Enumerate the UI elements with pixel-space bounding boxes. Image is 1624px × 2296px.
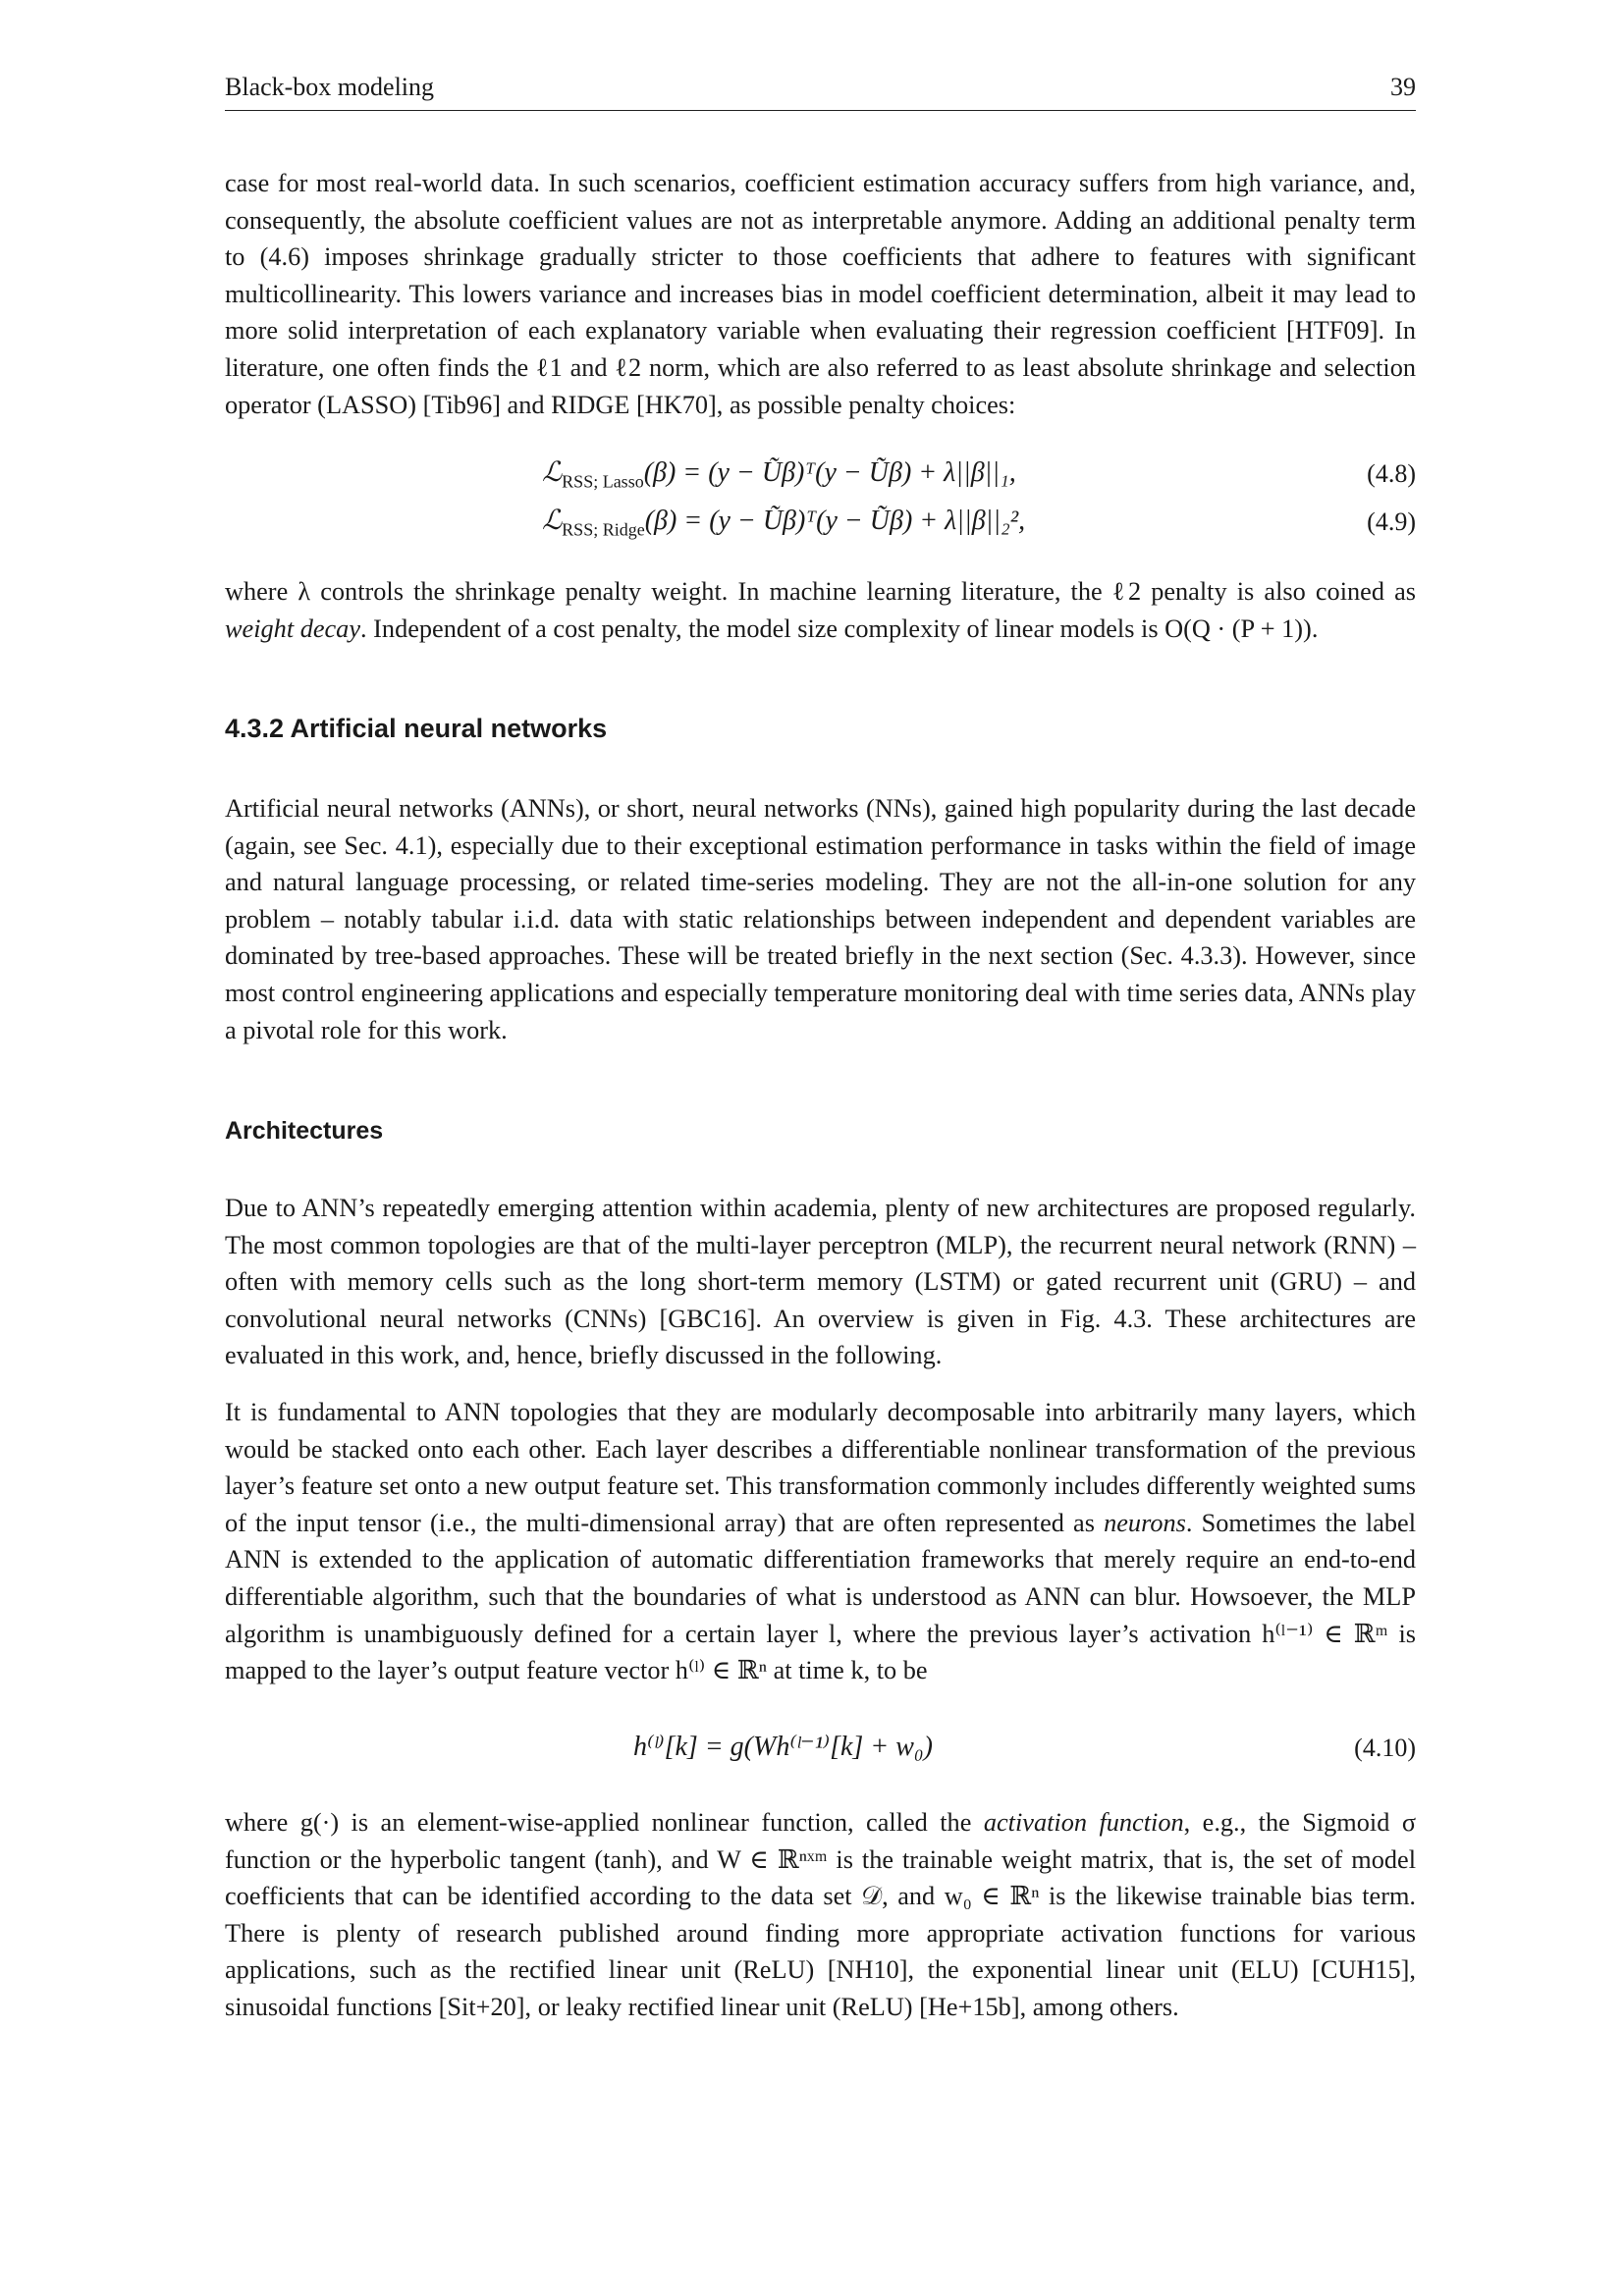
- equation-number-4-10: (4.10): [1354, 1734, 1416, 1762]
- equation-number-4-9: (4.9): [1367, 507, 1416, 536]
- subsection-heading: Architectures: [225, 1117, 384, 1145]
- topology-paragraph: It is fundamental to ANN topologies that they are modularly decomposable into arbitrarily many layers, which would be stacked onto each other. Each layer describes a differentiable nonlinear transformation of the previous layer’s feature set onto a new output feature set. This transformation commonly includes differently weighted sums of the input tensor (i.e., the multi-dimensional array) that are often represented as neurons. Sometimes the label ANN is extended to the application of automatic differentiation frameworks that merely require an end-to-end differentiable algorithm, such that the boundaries of what is understood as ANN can blur. Howsoever, the MLP algorithm is unambiguously defined for a certain layer l, where the previous layer’s activation h⁽ˡ⁻¹⁾ ∈ ℝᵐ is mapped to the layer’s output feature vector h⁽ˡ⁾ ∈ ℝⁿ at time k, to be: [225, 1398, 1416, 1685]
- equation-4-9: ℒ$_{RSS; Ridge}$(β) = (y − Ũβ)ᵀ(y − Ũβ) + λ||β||₂²,: [542, 506, 1026, 540]
- equation-4-8: ℒ$_{RSS; Lasso}$(β) = (y − Ũβ)ᵀ(y − Ũβ) + λ||β||₁,: [542, 457, 1016, 492]
- section-heading: 4.3.2 Artificial neural networks: [225, 714, 608, 743]
- architectures-paragraph: Due to ANN’s repeatedly emerging attention within academia, plenty of new architectures are proposed regularly. The most common topologies are that of the multi-layer perceptron (MLP), the recurrent neural network (RNN) – often with memory cells such as the long short-term memory (LSTM) or gated recurrent unit (GRU) – and convolutional neural networks (CNNs) [GBC16]. An overview is given in Fig. 4.3. These architectures are evaluated in this work, and, hence, briefly discussed in the following.: [225, 1194, 1416, 1370]
- page-number: 39: [1390, 73, 1416, 101]
- activation-paragraph: where g(·) is an element-wise-applied nonlinear function, called the activation function, e.g., the Sigmoid σ function or the hyperbolic tangent (tanh), and W ∈ ℝⁿˣᵐ is the trainable weight matrix, that is, the set of model coefficients that can be identified according to the data set 𝒟, and w₀ ∈ ℝⁿ is the likewise trainable bias term. There is plenty of research published around finding more appropriate activation functions for various applications, such as the rectified linear unit (ReLU) [NH10], the exponential linear unit (ELU) [CUH15], sinusoidal functions [Sit+20], or leaky rectified linear unit (ReLU) [He+15b], among others.: [225, 1808, 1416, 2021]
- equation-number-4-8: (4.8): [1367, 459, 1416, 488]
- equation-4-10: h⁽ˡ⁾[k] = g(Wh⁽ˡ⁻¹⁾[k] + w₀): [633, 1732, 933, 1762]
- intro-paragraph: case for most real-world data. In such scenarios, coefficient estimation accuracy suffers from high variance, and, consequently, the absolute coefficient values are not as interpretable anymore. Adding an additional penalty term to (4.6) imposes shrinkage gradually stricter to those coefficients that adhere to features with significant multicollinearity. This lowers variance and increases bias in model coefficient determination, albeit it may lead to more solid interpretation of each explanatory variable when evaluating their regression coefficient [HTF09]. In literature, one often finds the ℓ1 and ℓ2 norm, which are also referred to as least absolute shrinkage and selection operator (LASSO) [Tib96] and RIDGE [HK70], as possible penalty choices:: [225, 169, 1416, 419]
- running-header: [225, 73, 1416, 111]
- header-title: Black-box modeling: [225, 73, 435, 101]
- ann-paragraph: Artificial neural networks (ANNs), or short, neural networks (NNs), gained high popularity during the last decade (again, see Sec. 4.1), especially due to their exceptional estimation performance in tasks within the field of image and natural language processing, or related time-series modeling. They are not the all-in-one solution for any problem – notably tabular i.i.d. data with static relationships between independent and dependent variables are dominated by tree-based approaches. These will be treated briefly in the next section (Sec. 4.3.3). However, since most control engineering applications and especially temperature monitoring deal with time series data, ANNs play a pivotal role for this work.: [225, 794, 1416, 1044]
- after-equation-paragraph: where λ controls the shrinkage penalty weight. In machine learning literature, the ℓ2 penalty is also coined as weight decay. Independent of a cost penalty, the model size complexity of linear models is O(Q · (P + 1)).: [225, 577, 1416, 643]
